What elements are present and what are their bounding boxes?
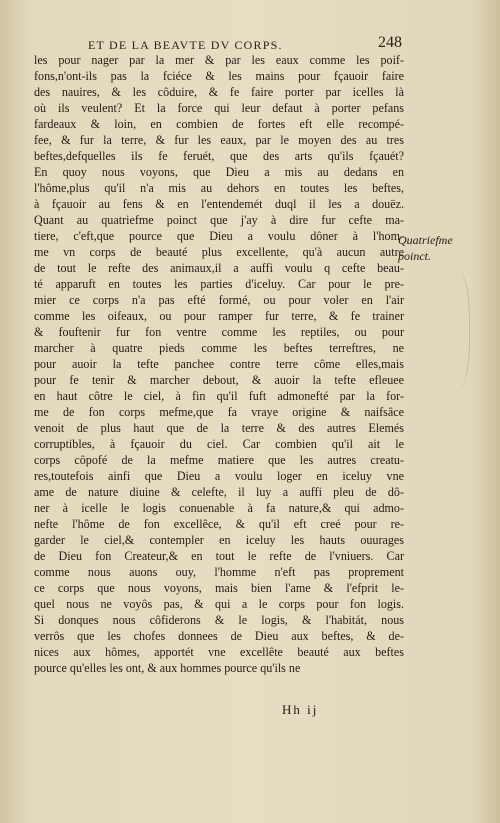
text-line: garder le ciel,& contempler en iceluy les hauts ouurages	[34, 533, 404, 547]
margin-note-line: poinct.	[398, 249, 431, 263]
text-line: ce corps que nous voyons, mais bien l'ame & l'efprit le-	[34, 581, 404, 595]
text-line: en haut côtre le ciel, à fin qu'il fuft admonefté par la for-	[34, 389, 404, 403]
text-line: fee, & fur la terre, & fur les eaux, par le moyen des au tres	[34, 133, 404, 147]
paper-stain	[439, 270, 470, 390]
text-line: corps côpofé de la mefme matiere que les autres creatu-	[34, 453, 404, 467]
text-line: pource qu'elles les ont, & aux hommes pource qu'ils ne	[34, 661, 301, 675]
text-line: té apparuft en toutes les parties d'iceluy. Car pour le pre-	[34, 277, 404, 291]
text-line: des nauires, & les côduire, & fe faire porter par icelles là	[34, 85, 404, 99]
text-line: pour fe tenir & marcher debout, & auoir la tefte efleuee	[34, 373, 404, 387]
margin-note-line: Quatriefme	[398, 233, 453, 247]
text-line: à fçauoir au fens & en l'entendemét duql il les a douëz.	[34, 197, 404, 211]
text-line: pour auoir la tefte panchee contre terre côme elles,mais	[34, 357, 404, 371]
text-line: me de fon corps mefme,que fa vraye origine & naifsâce	[34, 405, 404, 419]
text-line: tiere, c'eft,que pource que Dieu a voulu dôner à l'hom-	[34, 229, 404, 243]
text-line: comme les oifeaux, ou pour ramper fur terre, & fe trainer	[34, 309, 404, 323]
text-line: de tout le refte des animaux,il a auffi voulu q cefte beau-	[34, 261, 404, 275]
text-line: où ils veulent? Et la force qui leur defaut à porter pefans	[34, 101, 404, 115]
text-line: verrôs que les chofes donnees de Dieu aux beftes, & de-	[34, 629, 404, 643]
text-line: ner à icelle le logis conuenable à fa nature,& qui admo-	[34, 501, 404, 515]
text-line: comme nous auons ouy, l'homme n'eft pas proprement	[34, 565, 404, 579]
text-line: ame de nature diuine & celefte, il luy a auffi pleu de dô-	[34, 485, 404, 499]
text-line: l'hôme,plus qu'il n'a mis au dehors en toutes les beftes,	[34, 181, 404, 195]
margin-note	[398, 232, 478, 264]
text-line: les pour nager par la mer & par les eaux comme les poif-	[34, 53, 404, 67]
text-line: quel nous ne voyôs pas, & qui a le corps pour fon logis.	[34, 597, 404, 611]
text-line: corruptibles, à fçauoir du ciel. Car combien qu'il ait le	[34, 437, 404, 451]
text-line: Si donques nous côfiderons & le logis, & l'habitát, nous	[34, 613, 404, 627]
text-line: fardeaux & loin, en combien de fortes eft elle recompé-	[34, 117, 404, 131]
text-line: venoit de plus haut que de la terre & des autres Elemés	[34, 421, 404, 435]
text-line: beftes,defquelles ils fe feruét, que des arts qu'ils fçauét?	[34, 149, 404, 163]
text-line: de Dieu fon Createur,& en tout le refte de l'vniuers. Car	[34, 549, 404, 563]
page-number: 248	[378, 34, 402, 51]
text-line: En quoy nous voyons, que Dieu a mis au dedans en	[34, 165, 404, 179]
text-line: mier ce corps n'a pas efté formé, ou pour voler en l'air	[34, 293, 404, 307]
signature-mark: Hh ij	[282, 702, 319, 717]
text-block	[34, 52, 404, 676]
text-line: fons,n'ont-ils pas la fciéce & les mains pour fçauoir faire	[34, 69, 404, 83]
text-line: res,toutefois ainfi que Dieu a voulu loger en iceluy vne	[34, 469, 404, 483]
text-line: Quant au quatriefme poinct que j'ay à dire fur cefte ma-	[34, 213, 404, 227]
text-line: me vn corps de beauté plus excellente, qu'à aucun autre	[34, 245, 404, 259]
text-line: nefte l'hôme de fon excellêce, & qu'il eft creé pour re-	[34, 517, 404, 531]
text-line: marcher à quatre pieds comme les beftes terreftres, ne	[34, 341, 404, 355]
text-line: & fouftenir fur fon ventre comme les reptiles, ou pour	[34, 325, 404, 339]
running-header: ET DE LA BEAVTE DV CORPS.	[88, 38, 283, 52]
text-line: nices aux hômes, apportét vne excellête beauté aux beftes	[34, 645, 404, 659]
